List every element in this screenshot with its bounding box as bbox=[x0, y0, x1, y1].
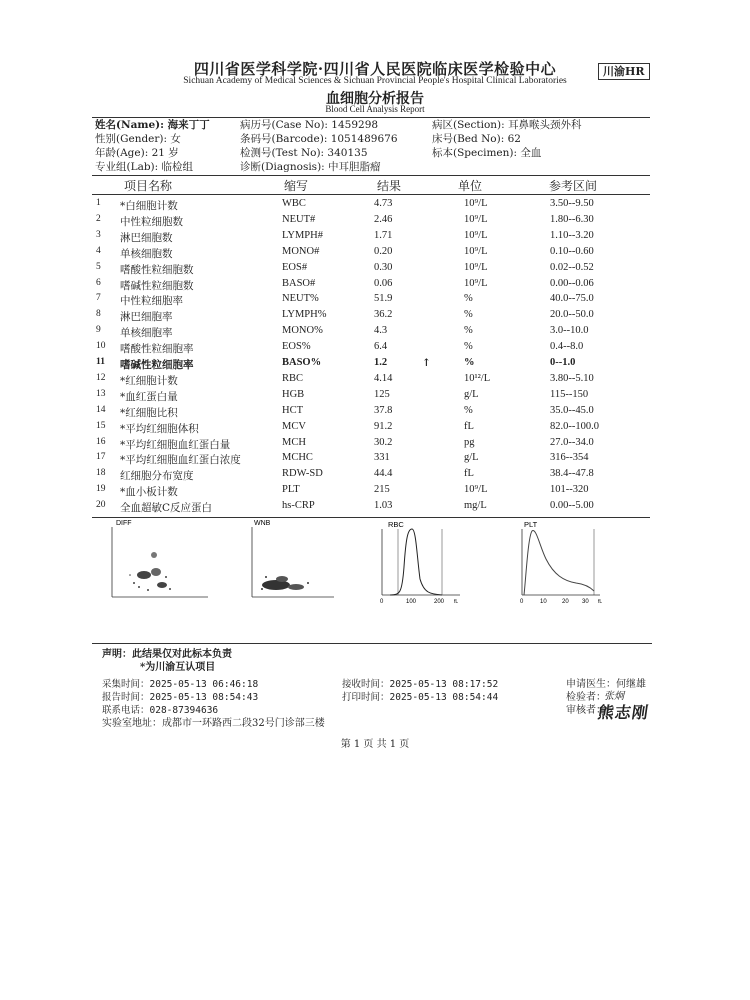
row-number: 7 bbox=[96, 293, 101, 304]
patient-name: 姓名(Name): 海来丁丁 bbox=[95, 119, 210, 131]
table-row bbox=[92, 357, 652, 373]
rbc-tick-200: 200 bbox=[434, 599, 445, 605]
table-row bbox=[92, 389, 652, 405]
plt-tick-30: 30 bbox=[582, 599, 589, 605]
table-row bbox=[92, 278, 652, 294]
test-result: 331 bbox=[374, 452, 390, 464]
test-abbr: MCHC bbox=[282, 452, 313, 464]
report-title-en: Blood Cell Analysis Report bbox=[325, 104, 425, 114]
test-abbr: RBC bbox=[282, 372, 304, 384]
test-unit: % bbox=[464, 357, 475, 368]
diff-scatter-plot bbox=[104, 517, 210, 602]
test-abbr: NEUT# bbox=[282, 213, 316, 225]
test-name: *白细胞计数 bbox=[120, 200, 178, 212]
reference-range: 0.00--0.06 bbox=[550, 277, 594, 289]
contact-phone: 联系电话：028-87394636 bbox=[102, 705, 219, 716]
test-name: 嗜碱性粒细胞率 bbox=[120, 359, 194, 371]
rbc-label: RBC bbox=[388, 520, 404, 529]
tester-label: 检验者： bbox=[566, 692, 606, 703]
reference-range: 82.0--100.0 bbox=[550, 420, 599, 432]
reference-range: 0.10--0.60 bbox=[550, 245, 594, 257]
rbc-tick-100: 100 bbox=[406, 599, 417, 605]
test-unit: g/L bbox=[464, 388, 479, 400]
table-row bbox=[92, 309, 652, 325]
reference-range: 20.0--50.0 bbox=[550, 309, 594, 321]
statement: 声明：此结果仅对此标本负责 bbox=[102, 649, 232, 660]
plt-histogram bbox=[510, 517, 610, 607]
table-row bbox=[92, 405, 652, 421]
test-unit: fL bbox=[464, 420, 474, 432]
reference-range: 1.80--6.30 bbox=[550, 213, 594, 225]
test-result: 30.2 bbox=[374, 436, 393, 448]
tester-signature: 张炯 bbox=[604, 691, 624, 702]
table-row bbox=[92, 468, 652, 484]
reference-range: 27.0--34.0 bbox=[550, 436, 594, 448]
reviewer-signature: 熊志刚 bbox=[596, 703, 651, 722]
test-result: 51.9 bbox=[374, 293, 393, 305]
wnb-scatter-plot bbox=[246, 517, 336, 602]
table-row bbox=[92, 341, 652, 357]
pagination: 第 1 页 共 1 页 bbox=[340, 739, 410, 750]
test-name: 全血超敏C反应蛋白 bbox=[120, 502, 213, 515]
rbc-histogram bbox=[370, 517, 470, 607]
test-abbr: BASO% bbox=[282, 357, 322, 368]
barcode: 条码号(Barcode): 1051489676 bbox=[240, 133, 398, 145]
table-row bbox=[92, 500, 652, 516]
plt-tick-0: 0 bbox=[520, 599, 524, 605]
test-result: 1.71 bbox=[374, 229, 393, 241]
table-row bbox=[92, 437, 652, 453]
col-result: 结果 bbox=[377, 179, 402, 193]
table-row bbox=[92, 452, 652, 468]
test-unit: 10⁹/L bbox=[464, 198, 488, 209]
abnormal-flag: ↑ bbox=[422, 357, 431, 369]
test-name: *平均红细胞体积 bbox=[120, 422, 199, 435]
test-abbr: RDW-SD bbox=[282, 468, 323, 480]
col-item: 项目名称 bbox=[124, 179, 173, 193]
reference-range: 0--1.0 bbox=[550, 357, 576, 368]
row-number: 18 bbox=[96, 468, 106, 479]
column-divider bbox=[92, 194, 650, 195]
test-result: 1.2 bbox=[374, 357, 388, 368]
test-result: 1.03 bbox=[374, 500, 393, 512]
reference-range: 316--354 bbox=[550, 452, 589, 464]
row-number: 16 bbox=[96, 436, 106, 447]
reference-range: 35.0--45.0 bbox=[550, 404, 594, 416]
row-number: 2 bbox=[96, 213, 101, 224]
wnb-label: WNB bbox=[254, 520, 271, 527]
test-name: 红细胞分布宽度 bbox=[120, 470, 194, 483]
test-name: *平均红细胞血红蛋白浓度 bbox=[120, 454, 241, 467]
report-time: 报告时间：2025-05-13 08:54:43 bbox=[102, 692, 259, 703]
test-unit: % bbox=[464, 341, 473, 353]
test-unit: % bbox=[464, 325, 473, 337]
rbc-tick-0: 0 bbox=[380, 599, 384, 605]
case-number: 病历号(Case No): 1459298 bbox=[240, 119, 379, 131]
report-title-cn: 血细胞分析报告 bbox=[326, 91, 424, 107]
test-abbr: HGB bbox=[282, 388, 305, 400]
specimen: 标本(Specimen): 全血 bbox=[432, 147, 542, 159]
test-abbr: EOS% bbox=[282, 341, 311, 353]
test-abbr: MCH bbox=[282, 436, 306, 448]
test-name: *平均红细胞血红蛋白量 bbox=[120, 438, 231, 451]
test-result: 37.8 bbox=[374, 404, 393, 416]
plt-tick-unit: fL bbox=[598, 599, 603, 605]
test-unit: 10¹²/L bbox=[464, 372, 491, 384]
row-number: 6 bbox=[96, 277, 101, 288]
lab-group: 专业组(Lab): 临检组 bbox=[95, 161, 194, 173]
test-abbr: PLT bbox=[282, 484, 300, 496]
reviewer-label: 审核者： bbox=[566, 705, 606, 716]
test-name: 淋巴细胞数 bbox=[120, 231, 173, 244]
test-name: 单核细胞数 bbox=[120, 247, 173, 260]
test-unit: % bbox=[464, 293, 473, 305]
reference-range: 101--320 bbox=[550, 484, 589, 496]
test-name: 嗜酸性粒细胞率 bbox=[120, 343, 194, 356]
reference-range: 0.4--8.0 bbox=[550, 341, 584, 353]
diagnosis: 诊断(Diagnosis): 中耳胆脂瘤 bbox=[240, 161, 381, 173]
test-result: 2.46 bbox=[374, 213, 393, 225]
test-result: 4.73 bbox=[374, 198, 393, 209]
test-result: 91.2 bbox=[374, 420, 393, 432]
collect-time: 采集时间：2025-05-13 06:46:18 bbox=[102, 679, 259, 690]
lab-address: 实验室地址：成都市一环路西二段32号门诊部三楼 bbox=[102, 718, 325, 729]
col-ref: 参考区间 bbox=[549, 179, 598, 193]
age: 年龄(Age): 21 岁 bbox=[95, 147, 179, 159]
test-result: 125 bbox=[374, 388, 390, 400]
test-result: 4.3 bbox=[374, 325, 388, 337]
test-name: 单核细胞率 bbox=[120, 327, 173, 340]
test-abbr: MONO% bbox=[282, 325, 323, 337]
test-number: 检测号(Test No): 340135 bbox=[240, 147, 368, 159]
reference-range: 3.0--10.0 bbox=[550, 325, 589, 337]
test-unit: fL bbox=[464, 468, 474, 480]
plt-label: PLT bbox=[524, 520, 538, 529]
diff-label: DIFF bbox=[116, 520, 132, 527]
row-number: 8 bbox=[96, 309, 101, 320]
row-number: 12 bbox=[96, 372, 106, 383]
row-number: 5 bbox=[96, 261, 101, 272]
test-abbr: LYMPH# bbox=[282, 229, 323, 241]
section: 病区(Section): 耳鼻喉头颈外科 bbox=[432, 119, 582, 131]
print-time: 打印时间：2025-05-13 08:54:44 bbox=[342, 692, 499, 703]
test-abbr: hs-CRP bbox=[282, 500, 315, 512]
test-unit: 10⁹/L bbox=[464, 277, 488, 289]
row-number: 15 bbox=[96, 420, 106, 431]
reference-range: 0.00--5.00 bbox=[550, 500, 594, 512]
test-unit: g/L bbox=[464, 452, 479, 464]
gender: 性别(Gender): 女 bbox=[95, 133, 181, 145]
test-abbr: HCT bbox=[282, 404, 303, 416]
table-row bbox=[92, 373, 652, 389]
reference-range: 40.0--75.0 bbox=[550, 293, 594, 305]
table-row bbox=[92, 198, 652, 214]
row-number: 1 bbox=[96, 198, 101, 208]
row-number: 9 bbox=[96, 325, 101, 336]
test-result: 44.4 bbox=[374, 468, 393, 480]
reference-range: 1.10--3.20 bbox=[550, 229, 594, 241]
table-row bbox=[92, 214, 652, 230]
table-row bbox=[92, 262, 652, 278]
reference-range: 0.02--0.52 bbox=[550, 261, 594, 273]
test-unit: 10⁹/L bbox=[464, 261, 488, 273]
test-name: *红细胞计数 bbox=[120, 374, 178, 387]
table-row bbox=[92, 293, 652, 309]
test-name: *红细胞比积 bbox=[120, 406, 178, 419]
row-number: 4 bbox=[96, 245, 101, 256]
requesting-doctor: 申请医生：何继雄 bbox=[566, 679, 646, 690]
test-result: 4.14 bbox=[374, 372, 393, 384]
receive-time: 接收时间：2025-05-13 08:17:52 bbox=[342, 679, 499, 690]
row-number: 3 bbox=[96, 229, 101, 240]
reference-range: 3.50--9.50 bbox=[550, 198, 594, 209]
test-result: 36.2 bbox=[374, 309, 393, 321]
test-abbr: WBC bbox=[282, 198, 306, 209]
test-unit: 10⁹/L bbox=[464, 245, 488, 257]
test-name: *血小板计数 bbox=[120, 486, 178, 499]
row-number: 20 bbox=[96, 500, 106, 511]
test-abbr: LYMPH% bbox=[282, 309, 327, 321]
table-row bbox=[92, 325, 652, 341]
reference-range: 3.80--5.10 bbox=[550, 372, 594, 384]
table-row bbox=[92, 484, 652, 500]
table-row bbox=[92, 230, 652, 246]
reference-range: 115--150 bbox=[550, 388, 589, 400]
col-abbr: 缩写 bbox=[284, 179, 309, 193]
test-name: 中性粒细胞率 bbox=[120, 295, 183, 308]
test-result: 6.4 bbox=[374, 341, 388, 353]
test-unit: 10⁹/L bbox=[464, 213, 488, 225]
footer-divider bbox=[92, 643, 652, 644]
test-name: *血红蛋白量 bbox=[120, 390, 178, 403]
row-number: 17 bbox=[96, 452, 106, 463]
test-unit: 10⁹/L bbox=[464, 229, 488, 241]
plt-tick-10: 10 bbox=[540, 599, 547, 605]
test-abbr: EOS# bbox=[282, 261, 308, 273]
test-result: 0.06 bbox=[374, 277, 393, 289]
row-number: 14 bbox=[96, 404, 106, 415]
row-number: 19 bbox=[96, 484, 106, 495]
test-unit: % bbox=[464, 309, 473, 321]
test-name: 嗜酸性粒细胞数 bbox=[120, 263, 194, 276]
test-unit: pg bbox=[464, 436, 475, 448]
row-number: 11 bbox=[96, 357, 105, 367]
table-row bbox=[92, 421, 652, 437]
test-result: 215 bbox=[374, 484, 390, 496]
rbc-tick-unit: fL bbox=[454, 599, 459, 605]
test-unit: mg/L bbox=[464, 500, 487, 512]
test-abbr: BASO# bbox=[282, 277, 316, 289]
mutual-recognition-badge: 川渝HR bbox=[598, 63, 650, 80]
test-name: 淋巴细胞率 bbox=[120, 311, 173, 324]
test-abbr: MCV bbox=[282, 420, 306, 432]
plt-tick-20: 20 bbox=[562, 599, 569, 605]
col-unit: 单位 bbox=[458, 179, 483, 193]
row-number: 10 bbox=[96, 341, 106, 352]
mutual-recognition-note: *为川渝互认项目 bbox=[140, 662, 216, 673]
test-abbr: MONO# bbox=[282, 245, 320, 257]
reference-range: 38.4--47.8 bbox=[550, 468, 594, 480]
org-name-en: Sichuan Academy of Medical Sciences & Sichuan Provincial People's Hospital Clinical Laboratories bbox=[183, 76, 567, 86]
test-abbr: NEUT% bbox=[282, 293, 319, 305]
test-unit: 10⁹/L bbox=[464, 484, 488, 496]
row-number: 13 bbox=[96, 388, 106, 399]
test-unit: % bbox=[464, 404, 473, 416]
bed-number: 床号(Bed No): 62 bbox=[432, 133, 521, 145]
test-name: 中性粒细胞数 bbox=[120, 215, 183, 228]
test-result: 0.30 bbox=[374, 261, 393, 273]
org-name-cn: 四川省医学科学院·四川省人民医院临床医学检验中心 bbox=[193, 60, 557, 78]
table-row bbox=[92, 246, 652, 262]
test-result: 0.20 bbox=[374, 245, 393, 257]
test-name: 嗜碱性粒细胞数 bbox=[120, 279, 194, 292]
info-divider bbox=[92, 175, 650, 176]
